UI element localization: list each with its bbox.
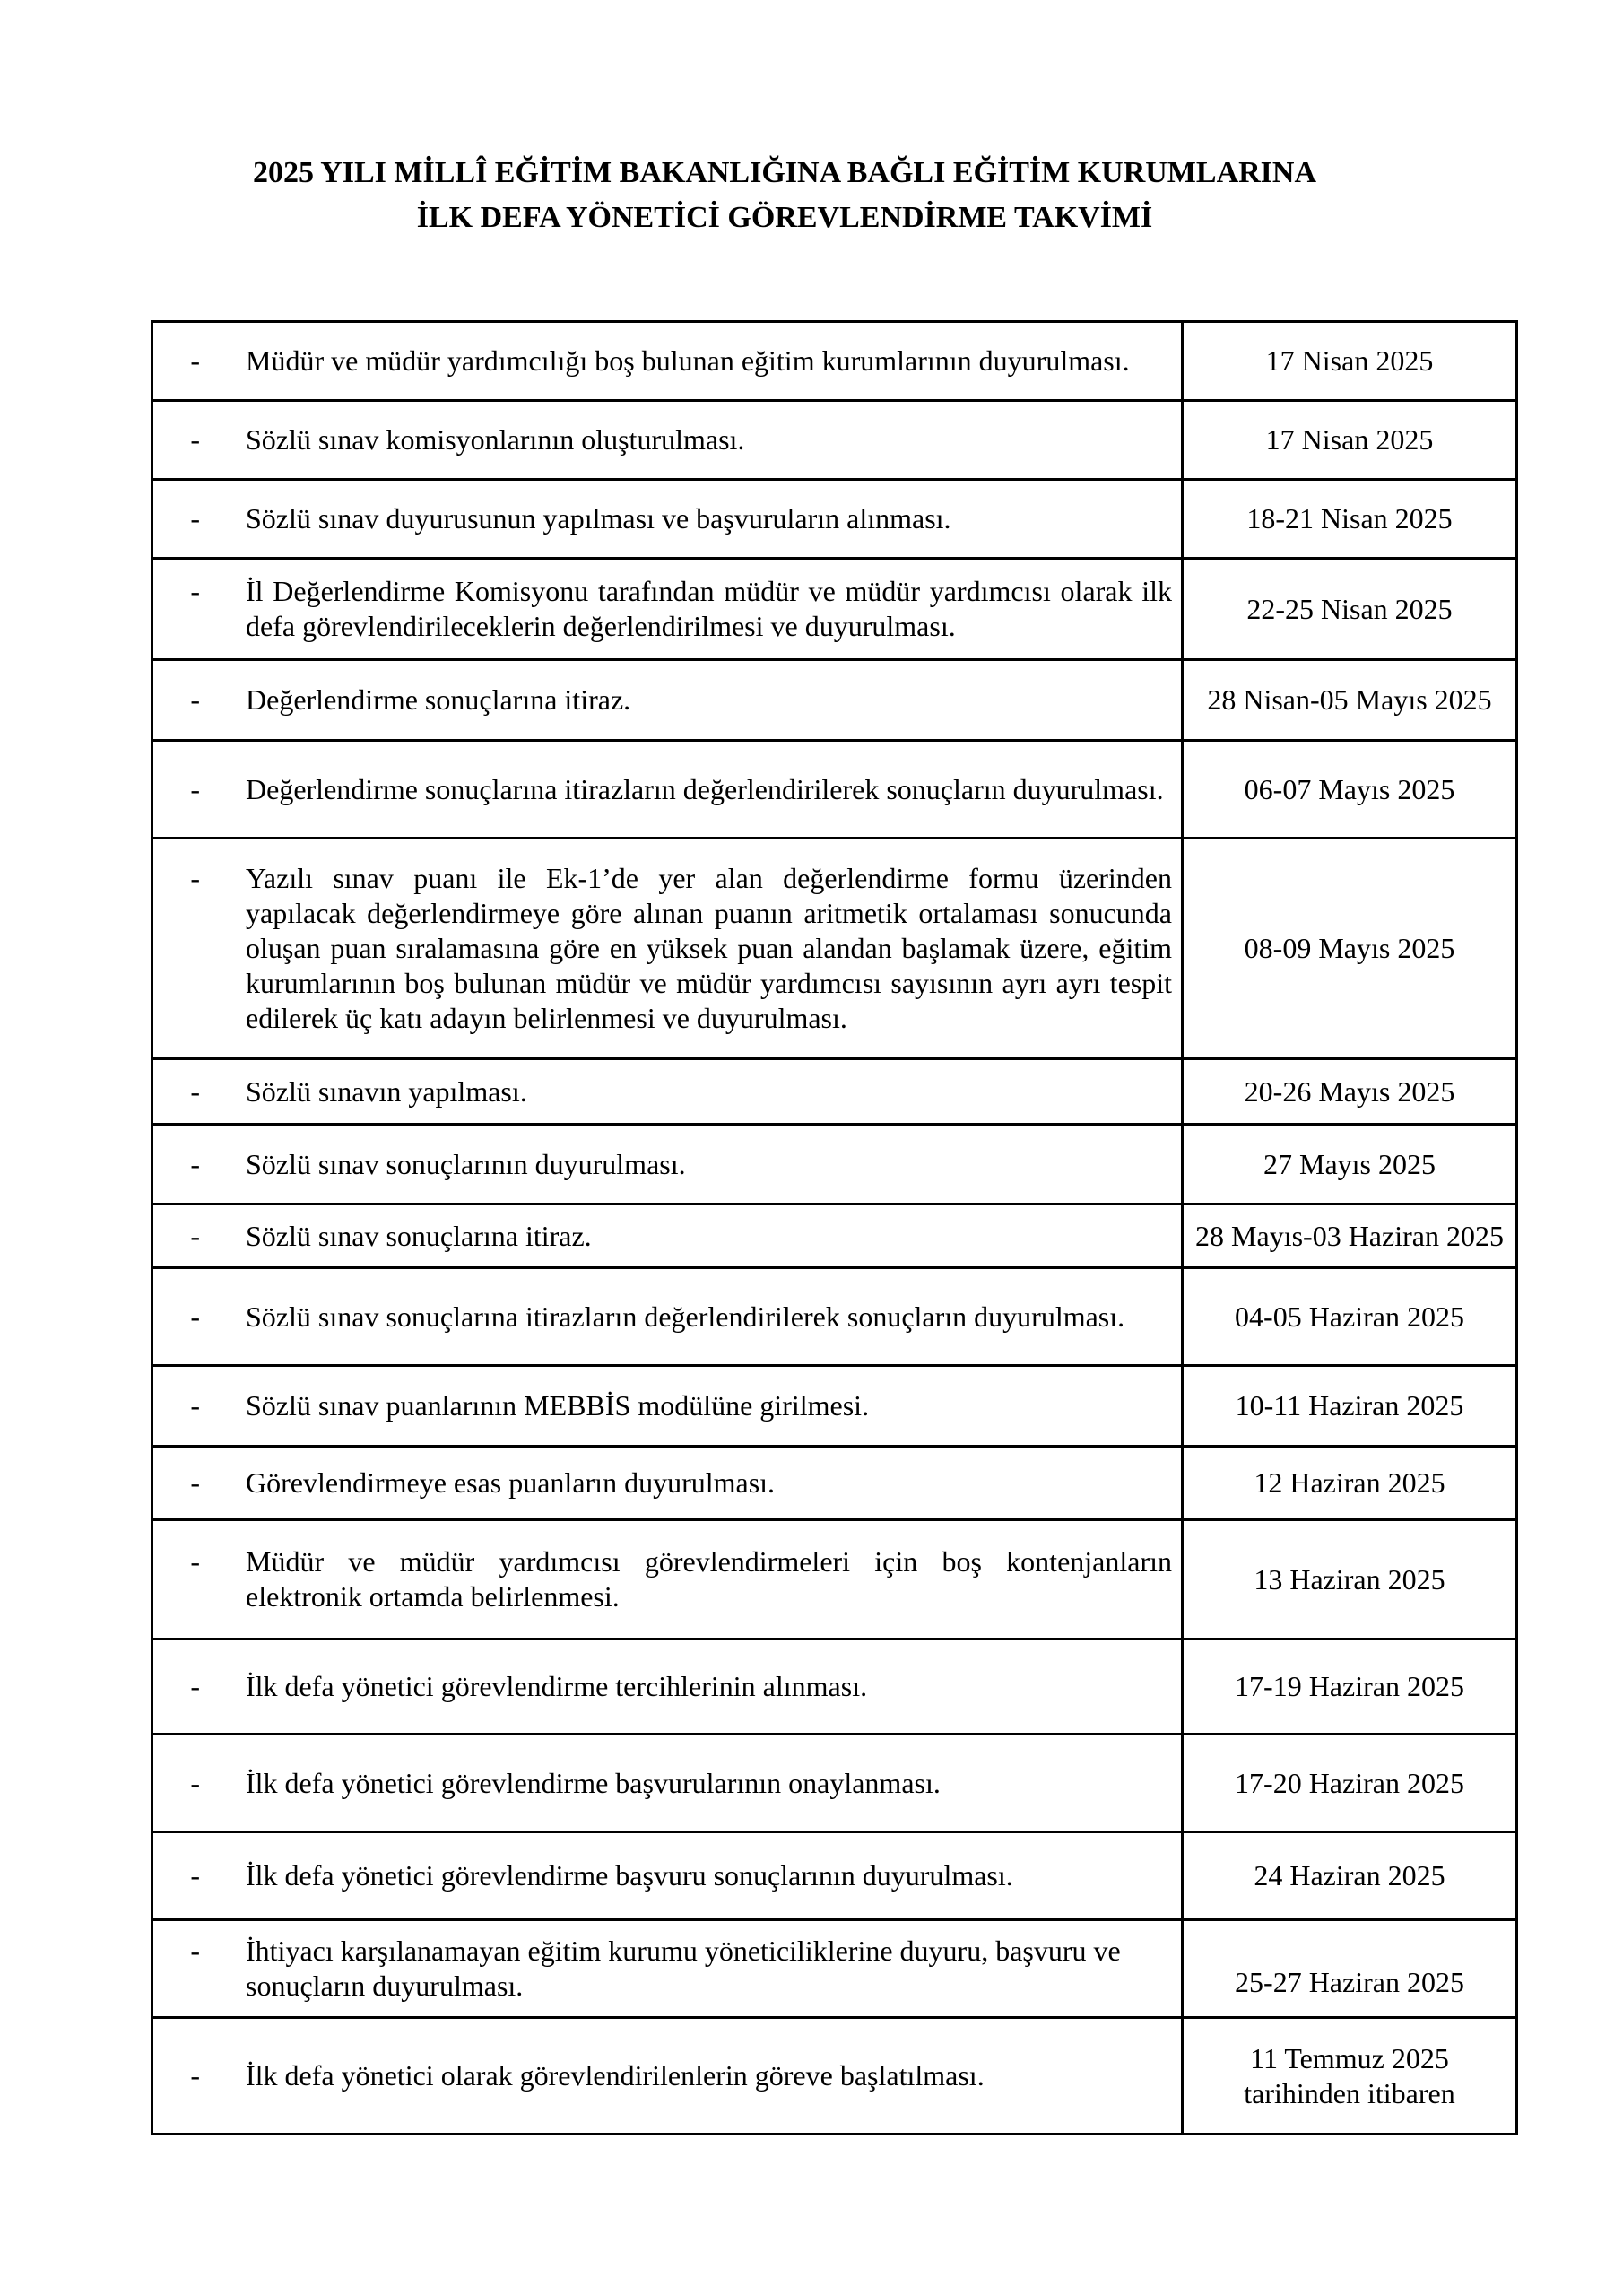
- table-row: [152, 1205, 1517, 1268]
- task-description: Sözlü sınav sonuçlarına itirazların değerlendirilerek sonuçların duyurulması.: [246, 1300, 1125, 1333]
- bullet-dash: -: [190, 1545, 200, 1578]
- bullet-dash: -: [190, 1219, 200, 1252]
- bullet-dash: -: [190, 862, 200, 894]
- task-description: İlk defa yönetici görevlendirme tercihlerinin alınması.: [246, 1670, 868, 1702]
- title-line-2: İLK DEFA YÖNETİCİ GÖREVLENDİRME TAKVİMİ: [416, 201, 1153, 234]
- task-date: 06-07 Mayıs 2025: [1183, 741, 1517, 839]
- task-description: Sözlü sınav sonuçlarının duyurulması.: [246, 1147, 686, 1180]
- task-date: 25-27 Haziran 2025: [1183, 1920, 1517, 2018]
- task-date: 08-09 Mayıs 2025: [1183, 839, 1517, 1059]
- task-description: Sözlü sınav komisyonlarının oluşturulması.: [246, 423, 745, 456]
- bullet-dash: -: [190, 1935, 200, 1967]
- task-description: İlk defa yönetici olarak görevlendirilenlerin göreve başlatılması.: [246, 2059, 985, 2092]
- table-row: [152, 741, 1517, 839]
- task-description: Yazılı sınav puanı ile Ek-1’de yer alan değerlendirme formu üzerinden yapılacak değerlendirmeye göre alınan puanın aritmetik ortalaması sonucunda oluşan puan sıralamasına göre en yüksek puan alandan başlamak üzere, eğitim kurumlarının boş bulunan müdür ve müdür yardımcısı sayısının ayrı ayrı tespit edilerek üç katı adayın belirlenmesi ve duyurulması.: [246, 862, 1172, 1034]
- table-row: [152, 322, 1517, 401]
- table-row: [152, 559, 1517, 660]
- task-description: Görevlendirmeye esas puanların duyurulması.: [246, 1466, 776, 1499]
- table-row: [152, 480, 1517, 559]
- table-row: [152, 1832, 1517, 1920]
- task-date-line-2: tarihinden itibaren: [1244, 2076, 1455, 2109]
- table-row: [152, 2018, 1517, 2135]
- task-date: 28 Nisan-05 Mayıs 2025: [1183, 660, 1517, 741]
- table-row: [152, 660, 1517, 741]
- task-date: 10-11 Haziran 2025: [1183, 1366, 1517, 1447]
- task-description: İlk defa yönetici görevlendirme başvuru sonuçlarının duyurulması.: [246, 1859, 1013, 1892]
- bullet-dash: -: [190, 1300, 200, 1333]
- task-date: 13 Haziran 2025: [1183, 1520, 1517, 1639]
- bullet-dash: -: [190, 772, 200, 805]
- task-description: Müdür ve müdür yardımcısı görevlendirmeleri için boş kontenjanların elektronik ortamda belirlenmesi.: [246, 1545, 1172, 1613]
- bullet-dash: -: [190, 683, 200, 716]
- task-description: İlk defa yönetici görevlendirme başvurularının onaylanması.: [246, 1766, 941, 1799]
- task-date: 28 Mayıs-03 Haziran 2025: [1183, 1205, 1517, 1268]
- bullet-dash: -: [190, 1466, 200, 1499]
- task-description: Sözlü sınav duyurusunun yapılması ve başvuruların alınması.: [246, 502, 951, 535]
- table-row: [152, 1520, 1517, 1639]
- table-row: [152, 1447, 1517, 1520]
- task-date: 17-20 Haziran 2025: [1183, 1735, 1517, 1832]
- bullet-dash: -: [190, 1389, 200, 1422]
- task-description: Sözlü sınavın yapılması.: [246, 1074, 527, 1108]
- task-description: Sözlü sınav puanlarının MEBBİS modülüne girilmesi.: [246, 1389, 870, 1422]
- task-date: 17 Nisan 2025: [1183, 401, 1517, 480]
- task-date: [1183, 2018, 1517, 2135]
- task-description: Müdür ve müdür yardımcılığı boş bulunan eğitim kurumlarının duyurulması.: [246, 344, 1130, 377]
- bullet-dash: -: [190, 2059, 200, 2092]
- task-description: Değerlendirme sonuçlarına itiraz.: [246, 683, 631, 716]
- table-row: [152, 1268, 1517, 1366]
- table-row: [152, 839, 1517, 1059]
- task-date: 20-26 Mayıs 2025: [1183, 1059, 1517, 1125]
- task-date-line-1: 11 Temmuz 2025: [1250, 2041, 1449, 2074]
- task-description: Değerlendirme sonuçlarına itirazların değerlendirilerek sonuçların duyurulması.: [246, 772, 1164, 805]
- title-line-1: 2025 YILI MİLLÎ EĞİTİM BAKANLIĞINA BAĞLI EĞİTİM KURUMLARINA: [252, 156, 1317, 189]
- bullet-dash: -: [190, 575, 200, 607]
- task-description: İhtiyacı karşılanamayan eğitim kurumu yöneticiliklerine duyuru, başvuru ve sonuçların duyurulması.: [246, 1935, 1121, 2002]
- task-date: 04-05 Haziran 2025: [1183, 1268, 1517, 1366]
- table-row: [152, 401, 1517, 480]
- table-row: [152, 1366, 1517, 1447]
- document-title: [0, 151, 1569, 240]
- bullet-dash: -: [190, 423, 200, 456]
- task-description: İl Değerlendirme Komisyonu tarafından müdür ve müdür yardımcısı olarak ilk defa görevlendirileceklerin değerlendirilmesi ve duyurulması.: [246, 575, 1172, 642]
- table-row: [152, 1059, 1517, 1125]
- bullet-dash: -: [190, 1074, 200, 1108]
- task-date: 17-19 Haziran 2025: [1183, 1639, 1517, 1735]
- table-row: [152, 1639, 1517, 1735]
- task-date: 27 Mayıs 2025: [1183, 1125, 1517, 1205]
- schedule-table: [151, 320, 1518, 2135]
- task-date: 12 Haziran 2025: [1183, 1447, 1517, 1520]
- bullet-dash: -: [190, 1147, 200, 1180]
- bullet-dash: -: [190, 1859, 200, 1892]
- bullet-dash: -: [190, 502, 200, 535]
- table-row: [152, 1920, 1517, 2018]
- task-date: 17 Nisan 2025: [1183, 322, 1517, 401]
- task-description: Sözlü sınav sonuçlarına itiraz.: [246, 1219, 592, 1252]
- task-date: 18-21 Nisan 2025: [1183, 480, 1517, 559]
- task-date: 22-25 Nisan 2025: [1183, 559, 1517, 660]
- table-row: [152, 1735, 1517, 1832]
- bullet-dash: -: [190, 1766, 200, 1799]
- task-date: 24 Haziran 2025: [1183, 1832, 1517, 1920]
- bullet-dash: -: [190, 1670, 200, 1702]
- table-row: [152, 1125, 1517, 1205]
- bullet-dash: -: [190, 344, 200, 377]
